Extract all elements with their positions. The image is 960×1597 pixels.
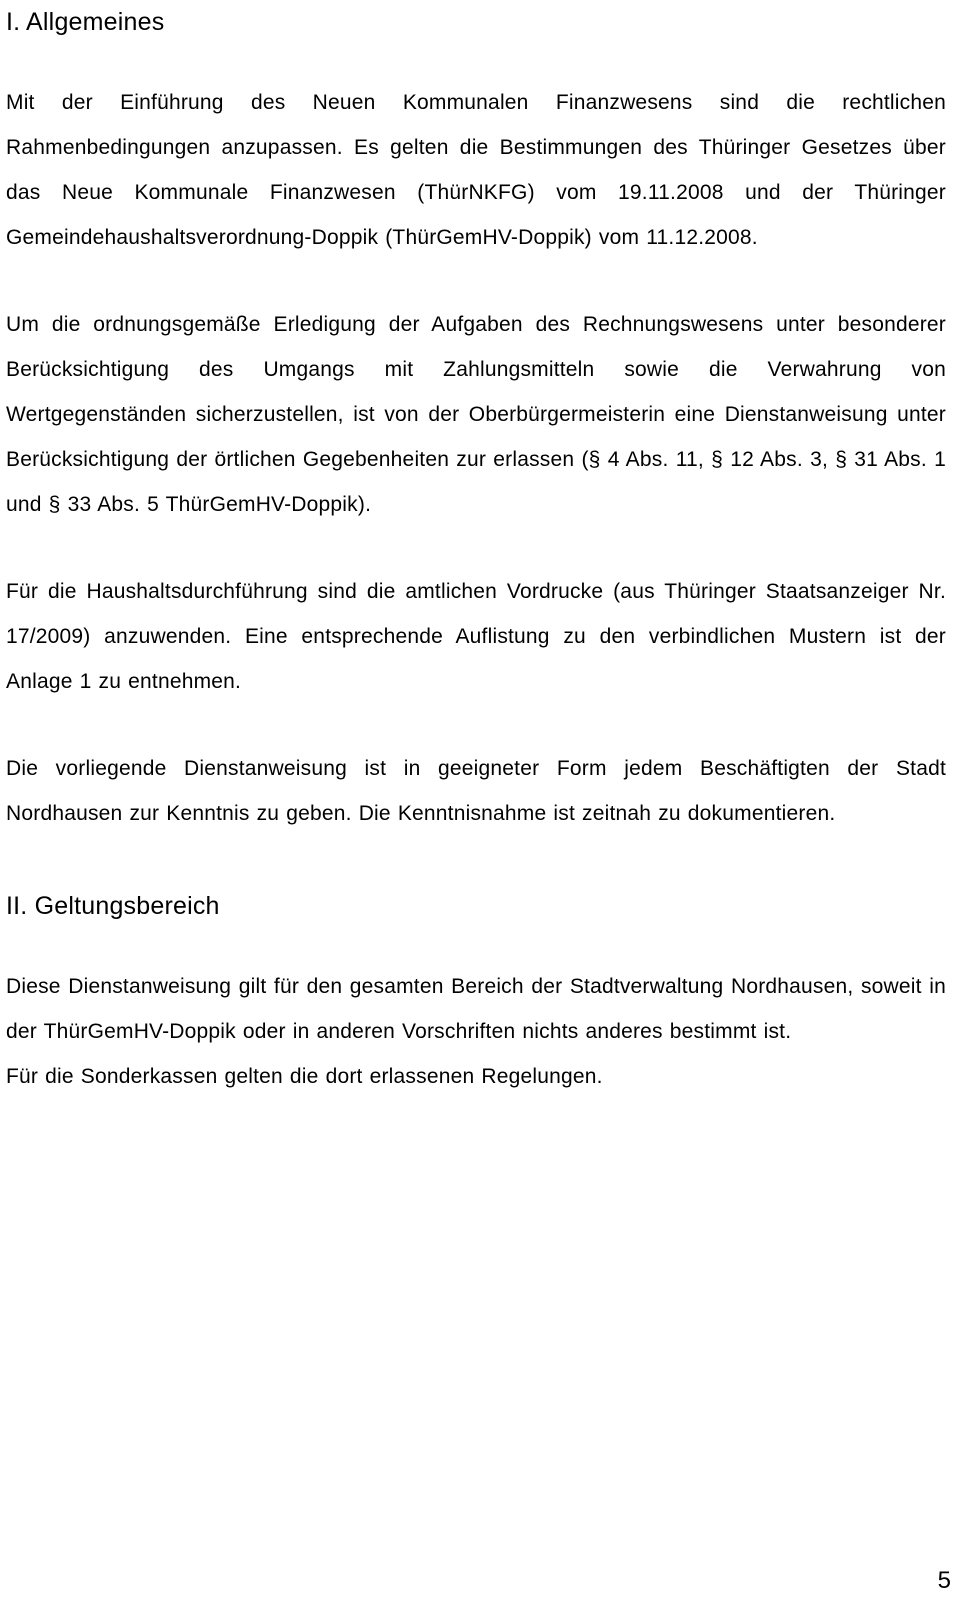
section-allgemeines xyxy=(6,6,946,836)
paragraph-geltung-stadtverwaltung: Diese Dienstanweisung gilt für den gesamten Bereich der Stadtverwaltung Nordhausen, soweit in der ThürGemHV-Doppik oder in anderen Vorschriften nichts anderes bestimmt ist. xyxy=(6,975,946,1043)
paragraph-einfuehrung: Mit der Einführung des Neuen Kommunalen Finanzwesens sind die rechtlichen Rahmenbedingungen anzupassen. Es gelten die Bestimmungen des Thüringer Gesetzes über das Neue Kommunale Finanzwesen (ThürNKFG) vom 19.11.2008 und der Thüringer Gemeindehaushaltsverordnung-Doppik (ThürGemHV-Doppik) vom 11.12.2008. xyxy=(6,91,946,249)
section-heading-allgemeines: I. Allgemeines xyxy=(6,8,165,36)
paragraph-haushaltsdurchfuehrung: Für die Haushaltsdurchführung sind die amtlichen Vordrucke (aus Thüringer Staatsanzeiger Nr. 17/2009) anzuwenden. Eine entsprechende Auflistung zu den verbindlichen Mustern ist der Anlage 1 zu entnehmen. xyxy=(6,580,946,693)
paragraph-kenntnisnahme: Die vorliegende Dienstanweisung ist in geeigneter Form jedem Beschäftigten der Stadt Nordhausen zur Kenntnis zu geben. Die Kenntnisnahme ist zeitnah zu dokumentieren. xyxy=(6,757,946,825)
section-heading-geltungsbereich: II. Geltungsbereich xyxy=(6,892,220,920)
paragraph-ordnungsgemaesse-erledigung: Um die ordnungsgemäße Erledigung der Aufgaben des Rechnungswesens unter besonderer Berücksichtigung des Umgangs mit Zahlungsmitteln sowie die Verwahrung von Wertgegenständen sicherzustellen, ist von der Oberbürgermeisterin eine Dienstanweisung unter Berücksichtigung der örtlichen Gegebenheiten zur erlassen (§ 4 Abs. 11, § 12 Abs. 3, § 31 Abs. 1 und § 33 Abs. 5 ThürGemHV-Doppik). xyxy=(6,313,946,516)
page-number: 5 xyxy=(937,1567,951,1594)
section-geltungsbereich xyxy=(6,890,946,1099)
paragraph-sonderkassen: Für die Sonderkassen gelten die dort erlassenen Regelungen. xyxy=(6,1065,603,1088)
